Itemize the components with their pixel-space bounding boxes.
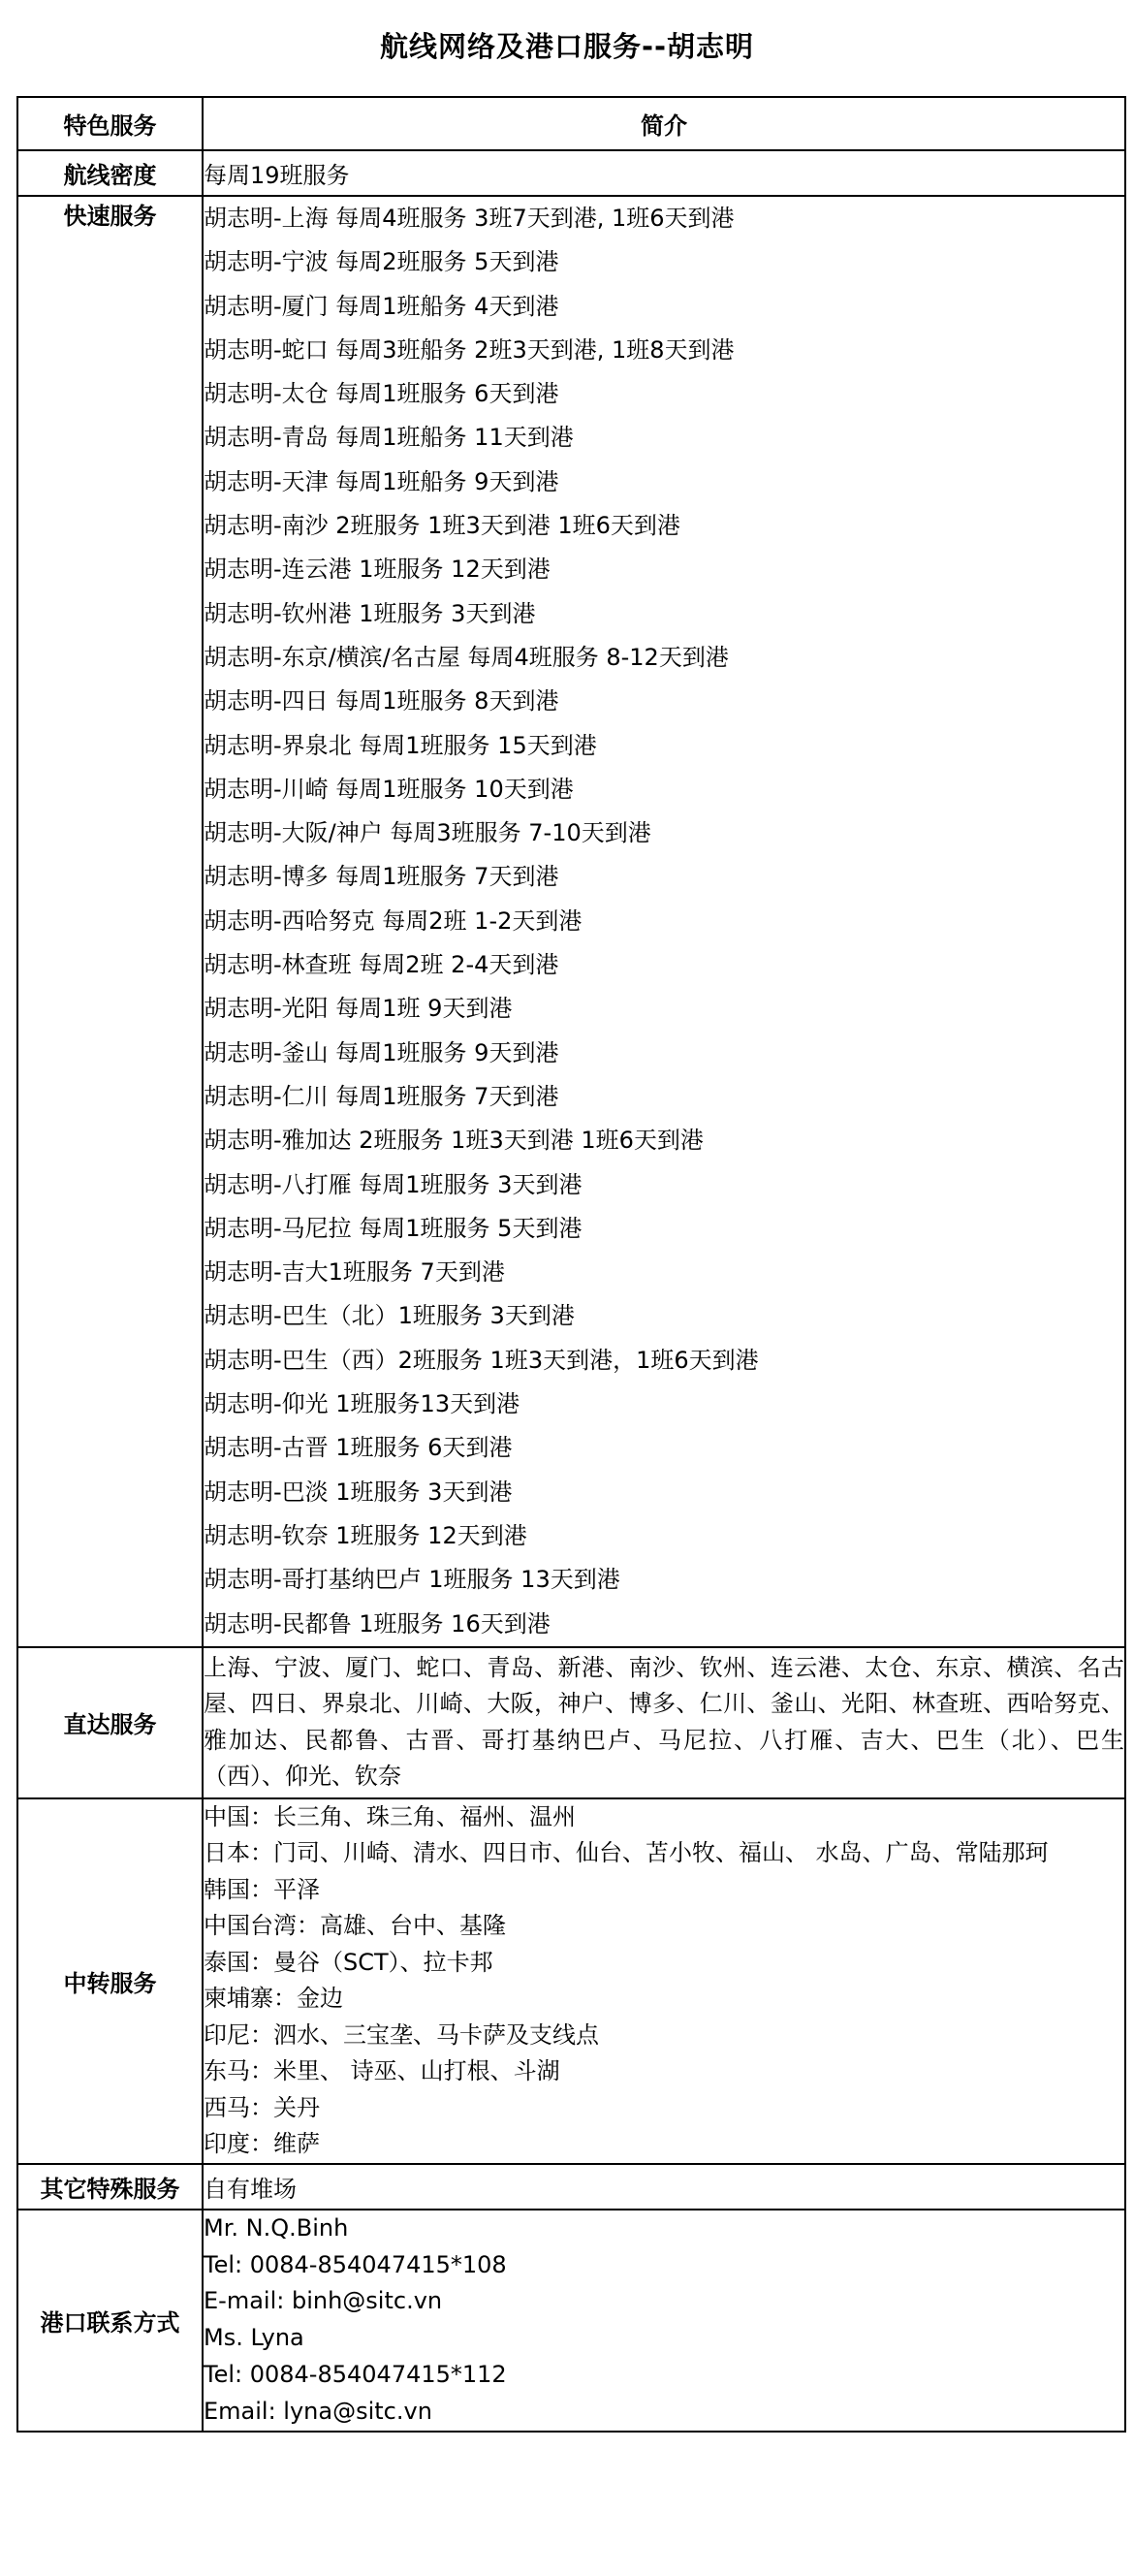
- direct-service-label: 直达服务: [17, 1647, 203, 1798]
- fast-service-label: 快速服务: [17, 196, 203, 1647]
- list-item: 胡志明-巴生（北）1班服务 3天到港: [204, 1302, 575, 1330]
- list-item: 柬埔寨：金边: [204, 1985, 343, 2013]
- direct-service-cell: [203, 1647, 1125, 1798]
- header-summary: 简介: [203, 97, 1125, 150]
- list-item: 胡志明-古晋 1班服务 6天到港: [204, 1434, 513, 1462]
- other-special-value: 自有堆场: [203, 2164, 1125, 2210]
- row-other-special: [17, 2164, 1125, 2210]
- list-item: 西马：关丹: [204, 2093, 320, 2121]
- list-item: 胡志明-天津 每周1班船务 9天到港: [204, 467, 559, 495]
- list-item: 胡志明-太仓 每周1班服务 6天到港: [204, 380, 559, 408]
- direct-service-ports: 上海、宁波、厦门、蛇口、青岛、新港、南沙、钦州、连云港、太仓、东京、横滨、名古屋、四日、界泉北、川崎、大阪，神户、博多、仁川、釜山、光阳、林查班、西哈努克、雅加达、民都鲁、古晋、哥打基纳巴卢、马尼拉、八打雁、吉大、巴生（北）、巴生（西）、仰光、钦奈: [204, 1653, 1124, 1791]
- service-table: [16, 96, 1126, 2433]
- fast-service-list: [203, 196, 1125, 1647]
- list-item: 胡志明-光阳 每周1班 9天到港: [204, 995, 513, 1023]
- table-header-row: [17, 97, 1125, 150]
- list-item: 胡志明-宁波 每周2班服务 5天到港: [204, 248, 559, 276]
- list-item: 胡志明-钦奈 1班服务 12天到港: [204, 1521, 527, 1549]
- port-contact-list: [203, 2210, 1125, 2432]
- list-item: 胡志明-民都鲁 1班服务 16天到港: [204, 1609, 551, 1638]
- contact-name: Mr. N.Q.Binh: [204, 2213, 349, 2242]
- list-item: 胡志明-川崎 每周1班服务 10天到港: [204, 775, 574, 803]
- row-route-density: [17, 150, 1125, 196]
- list-item: 胡志明-蛇口 每周3班船务 2班3天到港, 1班8天到港: [204, 335, 735, 364]
- row-port-contact: [17, 2210, 1125, 2432]
- list-item: 胡志明-南沙 2班服务 1班3天到港 1班6天到港: [204, 512, 680, 540]
- list-item: 胡志明-雅加达 2班服务 1班3天到港 1班6天到港: [204, 1127, 704, 1155]
- list-item: 胡志明-博多 每周1班服务 7天到港: [204, 863, 559, 891]
- list-item: 日本：门司、川崎、清水、四日市、仙台、苫小牧、福山、 水岛、广岛、常陆那珂: [204, 1839, 1049, 1867]
- list-item: 胡志明-青岛 每周1班船务 11天到港: [204, 424, 574, 452]
- list-item: 胡志明-林查班 每周2班 2-4天到港: [204, 951, 559, 979]
- header-feature: 特色服务: [17, 97, 203, 150]
- list-item: 胡志明-大阪/神户 每周3班服务 7-10天到港: [204, 819, 651, 847]
- list-item: 胡志明-连云港 1班服务 12天到港: [204, 556, 551, 584]
- list-item: 胡志明-厦门 每周1班船务 4天到港: [204, 292, 559, 320]
- row-fast-service: [17, 196, 1125, 1647]
- contact-phone: Tel: 0084-854047415*112: [204, 2360, 507, 2388]
- contact-email: Email: lyna@sitc.vn: [204, 2397, 432, 2425]
- list-item: 胡志明-四日 每周1班服务 8天到港: [204, 687, 559, 716]
- list-item: 泰国：曼谷（SCT）、拉卡邦: [204, 1948, 493, 1976]
- list-item: 胡志明-东京/横滨/名古屋 每周4班服务 8-12天到港: [204, 643, 729, 671]
- list-item: 胡志明-钦州港 1班服务 3天到港: [204, 599, 536, 627]
- list-item: 胡志明-界泉北 每周1班服务 15天到港: [204, 731, 597, 759]
- port-contact-label: 港口联系方式: [17, 2210, 203, 2432]
- list-item: 胡志明-仰光 1班服务13天到港: [204, 1390, 520, 1418]
- contact-email: E-mail: binh@sitc.vn: [204, 2287, 443, 2315]
- contact-name: Ms. Lyna: [204, 2324, 304, 2352]
- list-item: 印尼：泗水、三宝垄、马卡萨及支线点: [204, 2020, 599, 2049]
- list-item: 胡志明-西哈努克 每周2班 1-2天到港: [204, 906, 583, 935]
- list-item: 胡志明-吉大1班服务 7天到港: [204, 1258, 505, 1287]
- list-item: 胡志明-上海 每周4班服务 3班7天到港, 1班6天到港: [204, 205, 735, 232]
- list-item: 胡志明-仁川 每周1班服务 7天到港: [204, 1082, 559, 1110]
- route-density-value: 每周19班服务: [203, 150, 1125, 196]
- list-item: 胡志明-釜山 每周1班服务 9天到港: [204, 1038, 559, 1066]
- list-item: 胡志明-巴生（西）2班服务 1班3天到港，1班6天到港: [204, 1346, 759, 1374]
- list-item: 胡志明-哥打基纳巴卢 1班服务 13天到港: [204, 1566, 620, 1594]
- row-direct-service: [17, 1647, 1125, 1798]
- list-item: 印度：维萨: [204, 2130, 320, 2158]
- list-item: 东马：米里、 诗巫、山打根、斗湖: [204, 2057, 560, 2085]
- list-item: 胡志明-马尼拉 每周1班服务 5天到港: [204, 1214, 583, 1242]
- list-item: 中国台湾：高雄、台中、基隆: [204, 1912, 506, 1940]
- transfer-service-list: [203, 1798, 1125, 2164]
- page-title: 航线网络及港口服务--胡志明: [379, 30, 755, 63]
- list-item: 胡志明-巴淡 1班服务 3天到港: [204, 1478, 513, 1506]
- transfer-service-label: 中转服务: [17, 1798, 203, 2164]
- list-item: 胡志明-八打雁 每周1班服务 3天到港: [204, 1170, 583, 1198]
- list-item: 韩国：平泽: [204, 1875, 320, 1903]
- contact-phone: Tel: 0084-854047415*108: [204, 2250, 507, 2278]
- route-density-label: 航线密度: [17, 150, 203, 196]
- list-item: 中国：长三角、珠三角、福州、温州: [204, 1802, 576, 1830]
- other-special-label: 其它特殊服务: [17, 2164, 203, 2210]
- row-transfer-service: [17, 1798, 1125, 2164]
